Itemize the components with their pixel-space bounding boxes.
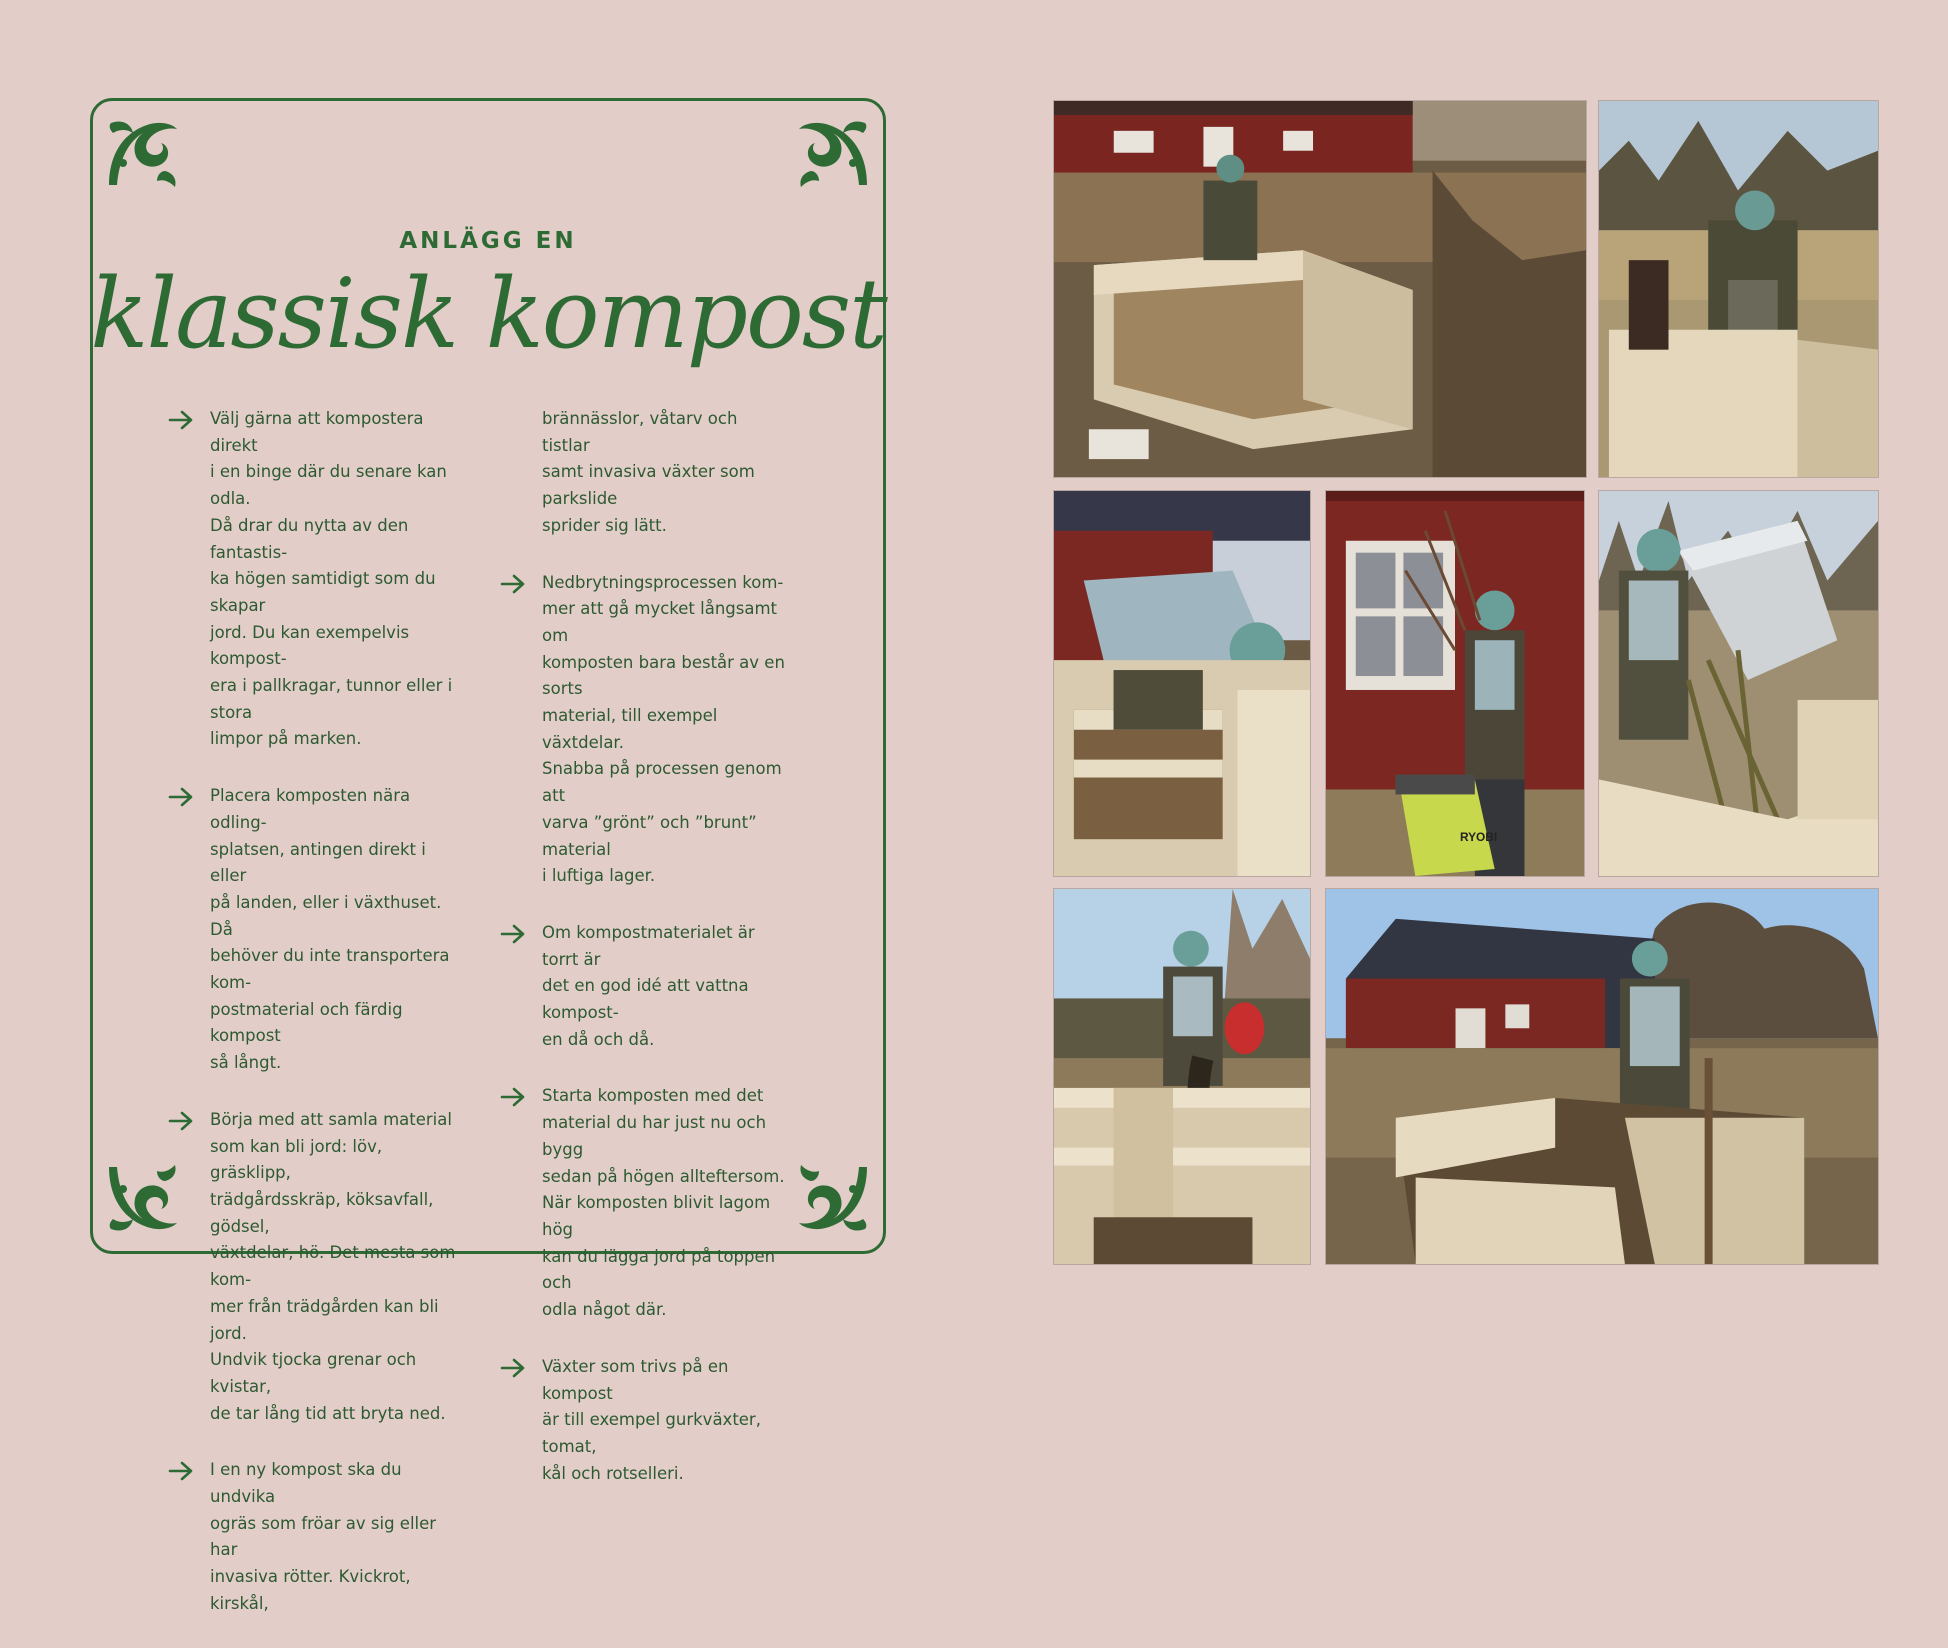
ornament-icon: [103, 115, 183, 191]
photo-emptying-container: [1598, 490, 1879, 877]
photo-person-shredder: [1325, 490, 1585, 877]
list-item-text: Starta komposten med det material du har just nu och bygg sedan på högen allteftersom. När komposten blivit lagom hög kan du lägga jord på toppen och odla något där.: [542, 1086, 785, 1320]
ornament-icon: [793, 115, 873, 191]
arrow-right-icon: [168, 1111, 194, 1131]
photo-person-bending-bin: [1053, 490, 1311, 877]
list-item-text: Välj gärna att kompostera direkt i en binge där du senare kan odla. Då drar du nytta av den fantastis- ka högen samtidigt som du skapar jord. Du kan exempelvis kompost- era i pallkragar, tunnor eller i stora limpor på marken.: [210, 409, 453, 749]
list-item-text: I en ny kompost ska du undvika ogräs som fröar av sig eller har invasiva rötter. Kvickrot, kirskål,: [210, 1460, 437, 1613]
list-item-text: Växter som trivs på en kompost är till exempel gurkväxter, tomat, kål och rotselleri.: [542, 1356, 761, 1483]
list-item: [500, 1083, 790, 1323]
list-item: [500, 570, 790, 890]
text-column-left: [168, 406, 458, 1648]
list-item-text: Nedbrytningsprocessen kom- mer att gå mycket långsamt om komposten bara består av en sorts material, till exempel växtdelar. Snabba på processen genom att varva ”grönt” och ”brunt” material i luftiga lager.: [542, 572, 785, 886]
photo-wide-barn-bin: [1325, 888, 1879, 1265]
arrow-right-icon: [168, 410, 194, 430]
arrow-right-icon: [168, 1461, 194, 1481]
arrow-right-icon: [500, 924, 526, 944]
photo-pouring-soil: [1053, 888, 1311, 1265]
arrow-right-icon: [500, 1087, 526, 1107]
arrow-right-icon: [500, 574, 526, 594]
list-item: [500, 920, 790, 1054]
ornament-icon: [793, 1161, 873, 1237]
list-item-text: Placera komposten nära odling- splatsen, antingen direkt i eller på landen, eller i växthuset. Då behöver du inte transportera kom- postmaterial och färdig kompost så långt.: [210, 786, 450, 1073]
list-item: [168, 1457, 458, 1617]
photo-person-lifting-panel: [1598, 100, 1879, 478]
text-column-right: [500, 406, 790, 1517]
list-item: [168, 783, 458, 1077]
list-item-text: Börja med att samla material som kan bli jord: löv, gräsklipp, trädgårdsskräp, köksavfall, gödsel, växtdelar, hö. Det mesta som kom- mer från trädgården kan bli jord. Undvik tjocka grenar och kvistar, de tar lång tid att bryta ned.: [210, 1109, 456, 1423]
list-item: [168, 406, 458, 753]
list-item-text: Om kompostmaterialet är torrt är det en god idé att vattna kompost- en då och då.: [542, 922, 755, 1049]
arrow-right-icon: [168, 787, 194, 807]
list-item: [168, 1107, 458, 1427]
shredder-brand-label: RYOBI: [1459, 830, 1498, 845]
list-item: [500, 1354, 790, 1488]
list-item-continuation: [500, 406, 790, 540]
page-title: klassisk kompost: [90, 258, 886, 370]
list-item-text: brännässlor, våtarv och tistlar samt invasiva växter som parkslide sprider sig lätt.: [542, 409, 755, 535]
section-kicker: ANLÄGG EN: [399, 228, 577, 254]
photo-compost-bin-barn: [1053, 100, 1587, 478]
